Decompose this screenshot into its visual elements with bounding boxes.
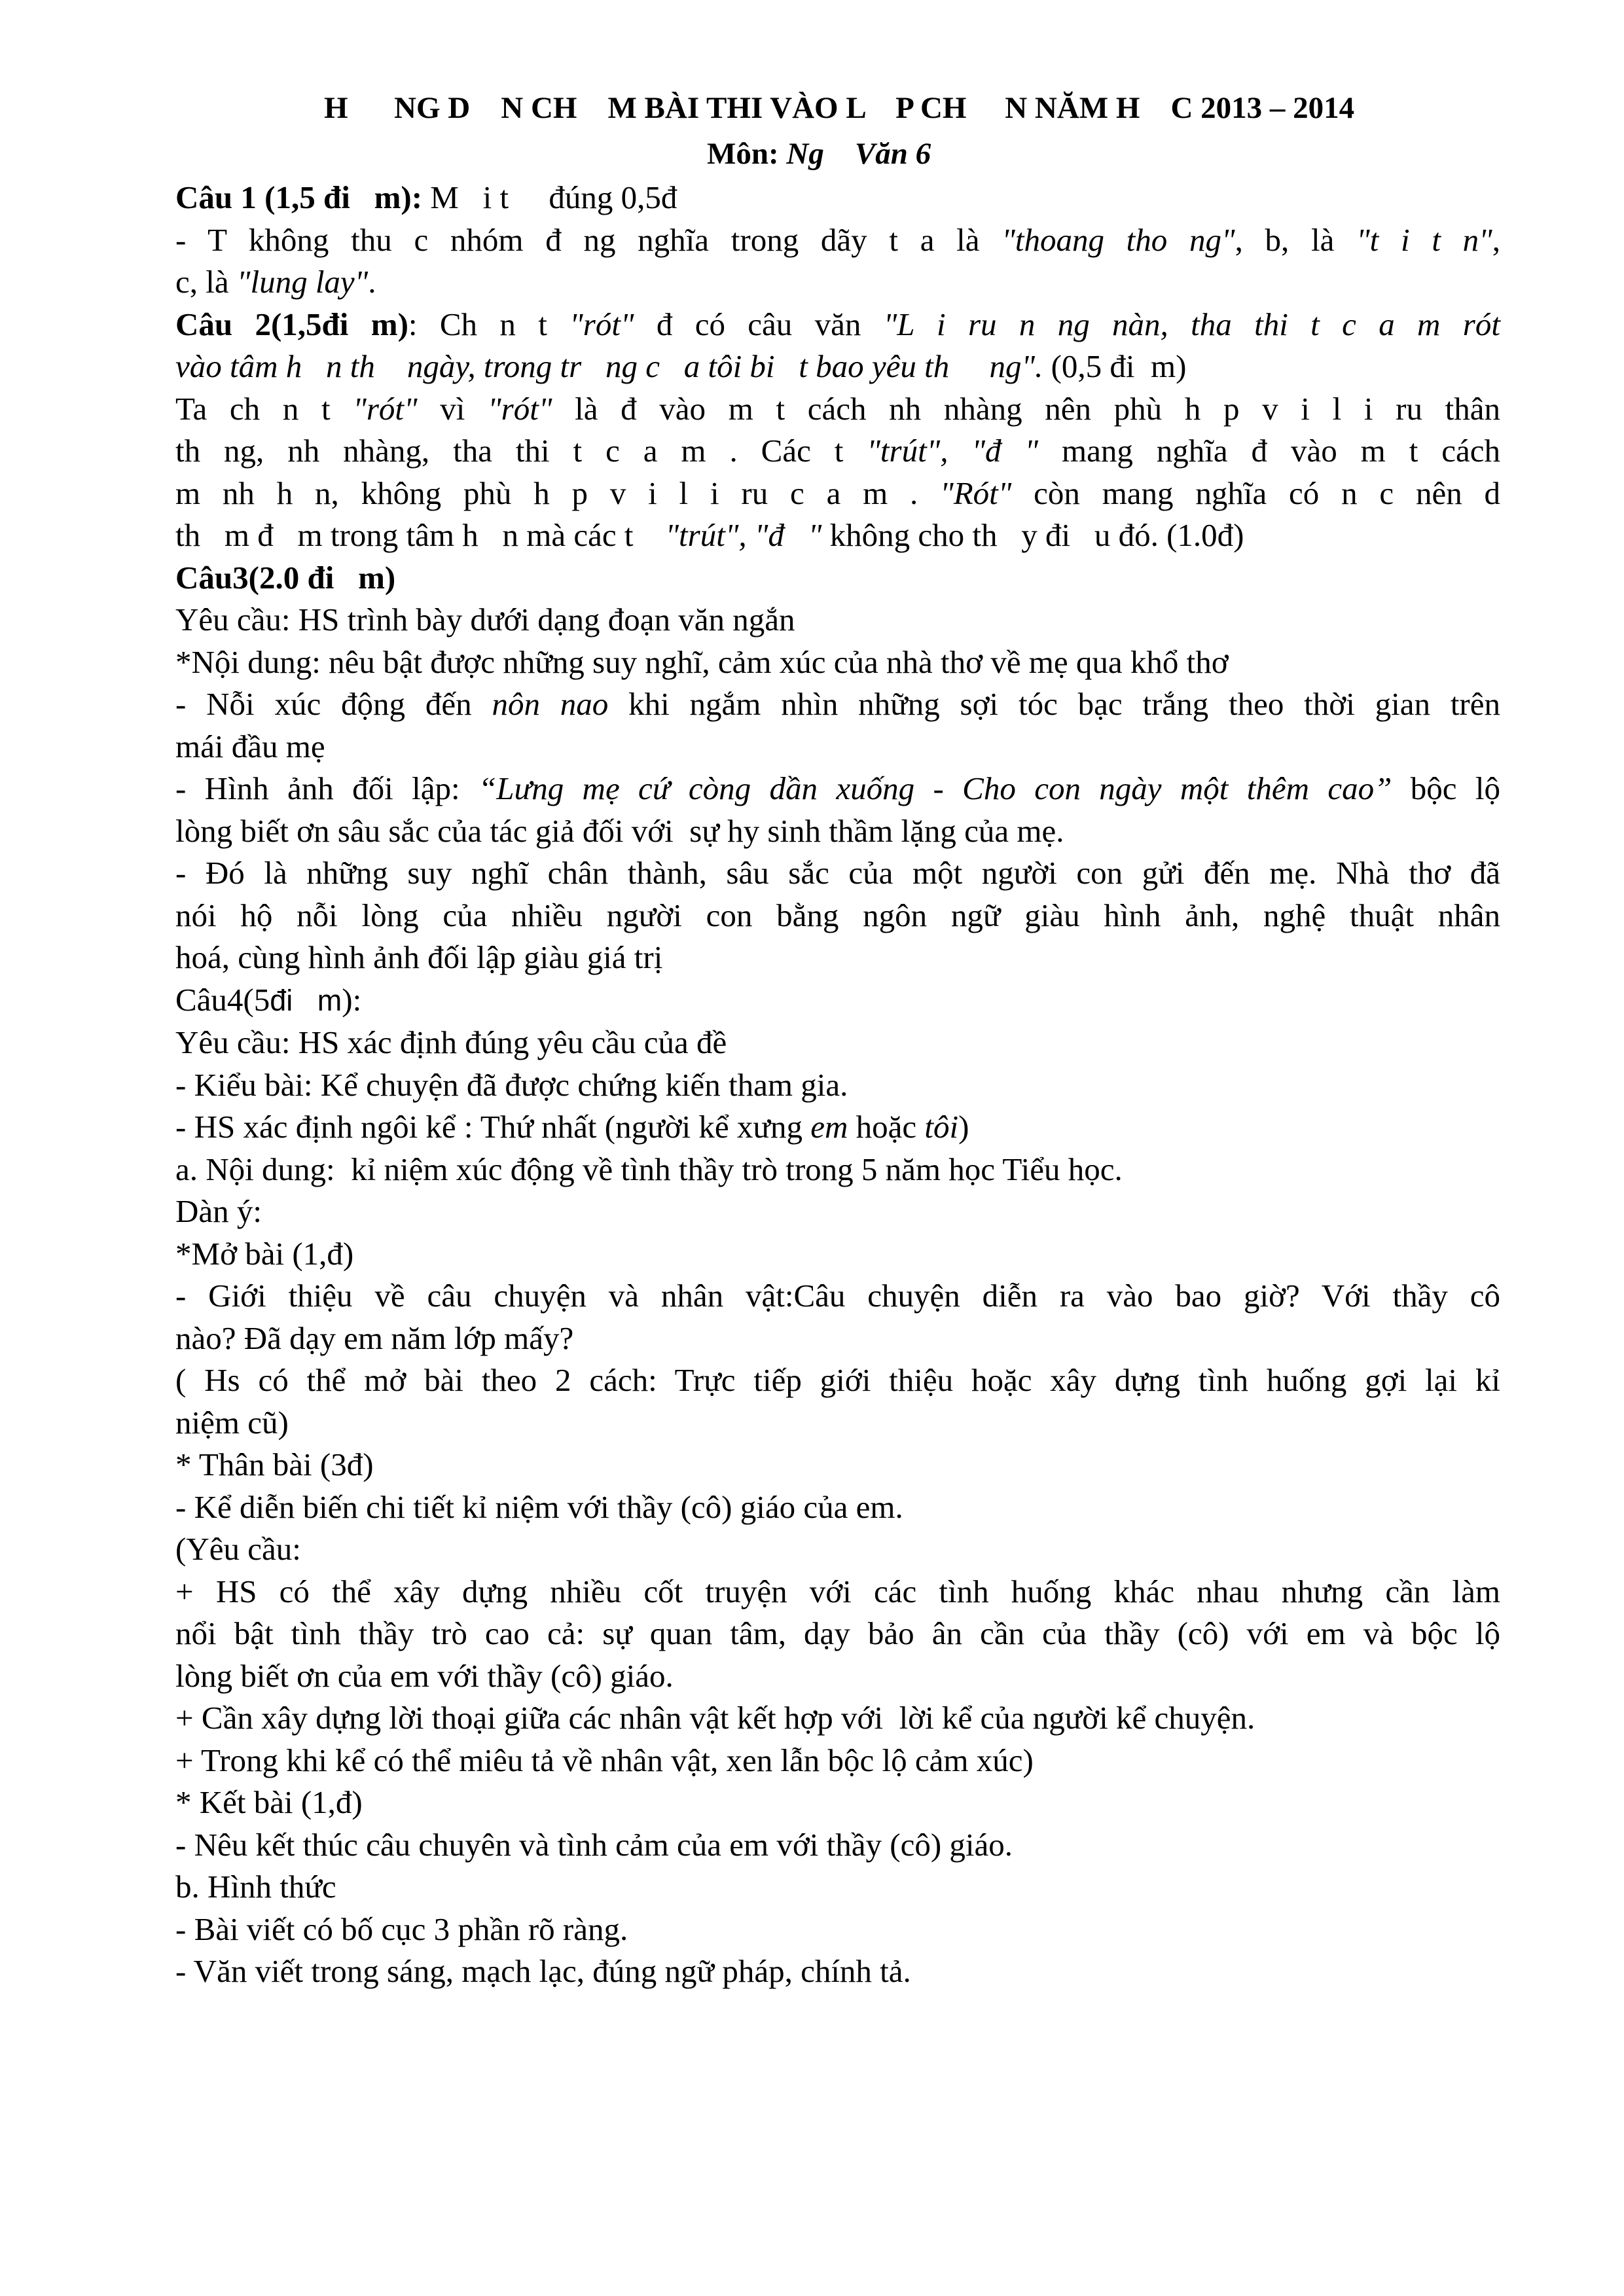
q2-line-5	[175, 473, 1500, 515]
q4-heading-text: Câu4(5	[175, 981, 270, 1018]
q4-line: b. Hình thức	[175, 1869, 336, 1905]
q1-text: - T không thu c nhóm đ ng nghĩa trong dãy t a là	[175, 221, 1002, 258]
q2-quote: "trút", "đ "	[665, 517, 822, 553]
q1-text: c, là	[175, 264, 237, 300]
q4-line: + Trong khi kể có thể miêu tả về nhân vật, xen lẫn bộc lộ cảm xúc)	[175, 1742, 1034, 1778]
q2-text: không cho th y đi u đó. (1.0đ)	[821, 517, 1244, 553]
q2-text: đ có câu văn	[634, 306, 884, 342]
q3-line: hoá, cùng hình ảnh đối lập giàu giá trị	[175, 939, 663, 975]
q2-quote: "trút", "đ "	[867, 433, 1039, 469]
q2-text: m nh h n, không phù h p v i l i ru c a m .	[175, 475, 941, 511]
q2-line-4	[175, 430, 1500, 473]
q4-line: + HS có thể xây dựng nhiều cốt truyện với các tình huống khác nhau nhưng cần làm	[175, 1573, 1500, 1609]
q2-text: vì	[417, 390, 488, 427]
q4-emphasis: tôi	[924, 1109, 959, 1145]
q2-quote: "Rót"	[940, 475, 1012, 511]
q3-line	[175, 683, 1500, 726]
q3-text: bộc lộ	[1392, 770, 1500, 806]
q3-line: Yêu cầu: HS trình bày dưới dạng đoạn văn ngắn	[175, 601, 795, 637]
q2-quote: "rót"	[353, 390, 418, 427]
q4-line: Yêu cầu: HS xác định đúng yêu cầu của đề	[175, 1024, 727, 1060]
q4-line: ( Hs có thể mở bài theo 2 cách: Trực tiếp giới thiệu hoặc xây dựng tình huống gợi lại kỉ	[175, 1362, 1500, 1398]
q4-line: Dàn ý:	[175, 1193, 262, 1229]
q3-heading: Câu3(2.0 đi m)	[175, 559, 396, 596]
q4-line: - Kiểu bài: Kể chuyện đã được chứng kiến tham gia.	[175, 1066, 848, 1103]
q4-heading-text: đi m	[270, 983, 342, 1017]
q2-line-3	[175, 388, 1500, 431]
q2-text: còn mang nghĩa có n c nên d	[1011, 475, 1501, 511]
q2-text: mang nghĩa đ vào m t cách	[1038, 433, 1500, 469]
q1-intro: M i t đúng 0,5đ	[422, 179, 677, 215]
q2-text: là đ vào m t cách nh nhàng nên phù h p v i l i ru thân	[552, 390, 1500, 427]
q2-text: th ng, nh nhàng, tha thi t c a m . Các t	[175, 433, 867, 469]
q4-line: lòng biết ơn của em với thầy (cô) giáo.	[175, 1657, 674, 1694]
q3-line: - Đó là những suy nghĩ chân thành, sâu sắc của một người con gửi đến mẹ. Nhà thơ đã	[175, 855, 1500, 891]
q1-text: .	[368, 264, 376, 300]
q2-line-6	[175, 514, 1500, 557]
q4-line: - Kể diễn biến chi tiết kỉ niệm với thầy (cô) giáo của em.	[175, 1488, 903, 1525]
q4-heading	[175, 979, 1500, 1022]
q3-text: - Hình ảnh đối lập:	[175, 770, 478, 806]
q2-text: th m đ m trong tâm h n mà các t	[175, 517, 666, 553]
q2-line-1	[175, 304, 1500, 346]
q4-line: niệm cũ)	[175, 1404, 289, 1441]
q1-text: ,	[1492, 221, 1500, 258]
q3-quote: “Lưng mẹ cứ còng dần xuống - Cho con ngày một thêm cao”	[478, 770, 1392, 806]
q4-line: nào? Đã dạy em năm lớp mấy?	[175, 1319, 574, 1356]
document-title: H NG D N CH M BÀI THI VÀO L P CH N NĂM H C 2013 – 2014	[324, 91, 1355, 125]
q2-text: Ta ch n t	[175, 390, 353, 427]
q1-heading-line	[175, 177, 1500, 219]
q4-line: nổi bật tình thầy trò cao cả: sự quan tâm, dạy bảo ân cần của thầy (cô) với em và bộc lộ	[175, 1615, 1500, 1651]
q3-line: lòng biết ơn sâu sắc của tác giả đối với sự hy sinh thầm lặng của mẹ.	[175, 812, 1064, 849]
q2-score: (0,5 đi m)	[1043, 348, 1187, 384]
q4-heading-text: ):	[342, 981, 362, 1018]
q1-line-1	[175, 219, 1500, 262]
q4-line: + Cần xây dựng lời thoại giữa các nhân vật kết hợp với lời kể của người kể chuyện.	[175, 1700, 1255, 1736]
q1-answer-b: "t i t n"	[1356, 221, 1492, 258]
q1-answer-c: "lung lay"	[236, 264, 369, 300]
q4-line: a. Nội dung: kỉ niệm xúc động về tình thầy trò trong 5 năm học Tiểu học.	[175, 1151, 1123, 1187]
q1-heading: Câu 1 (1,5 đi m):	[175, 179, 423, 215]
q4-line: - Bài viết có bố cục 3 phần rõ ràng.	[175, 1910, 628, 1947]
q4-line: - Văn viết trong sáng, mạch lạc, đúng ngữ pháp, chính tả.	[175, 1953, 911, 1989]
q3-line: mái đầu mẹ	[175, 728, 325, 764]
q1-text: , b, là	[1235, 221, 1357, 258]
q2-heading: Câu 2(1,5đi m)	[175, 306, 408, 342]
subject-line	[707, 139, 931, 170]
subject-prefix: Môn:	[707, 137, 787, 171]
q4-line: * Thân bài (3đ)	[175, 1446, 374, 1482]
q4-line: - Giới thiệu về câu chuyện và nhân vật:Câu chuyện diễn ra vào bao giờ? Với thầy cô	[175, 1278, 1500, 1314]
q2-quote: vào tâm h n th ngày, trong tr ng c a tôi bi t bao yêu th ng".	[175, 348, 1043, 384]
subject-name: Ng Văn 6	[786, 137, 931, 171]
q1-line-2	[175, 261, 1500, 304]
q3-line: *Nội dung: nêu bật được những suy nghĩ, cảm xúc của nhà thơ về mẹ qua khổ thơ	[175, 643, 1229, 680]
q4-line: - Nêu kết thúc câu chuyên và tình cảm của em với thầy (cô) giáo.	[175, 1826, 1013, 1863]
q3-emphasis: nôn nao	[492, 686, 609, 722]
q4-line: * Kết bài (1,đ)	[175, 1784, 363, 1820]
q4-text: )	[958, 1109, 969, 1145]
q2-quote: "rót"	[488, 390, 552, 427]
q3-text: - Nỗi xúc động đến	[175, 686, 492, 722]
q4-line: *Mở bài (1,đ)	[175, 1235, 354, 1272]
q2-quote: "rót"	[569, 306, 634, 342]
q4-text: hoặc	[848, 1109, 925, 1145]
q4-emphasis: em	[810, 1109, 848, 1145]
q2-quote: "L i ru n ng nàn, tha thi t c a m rót	[883, 306, 1500, 342]
q2-line-2	[175, 346, 1500, 388]
q3-line: nói hộ nỗi lòng của nhiều người con bằng ngôn ngữ giàu hình ảnh, nghệ thuật nhân	[175, 897, 1500, 933]
q2-text: : Ch n t	[408, 306, 570, 342]
q4-line	[175, 1106, 1500, 1149]
q3-line	[175, 768, 1500, 810]
q1-answer-a: "thoang tho ng"	[1001, 221, 1235, 258]
document-body	[175, 177, 1500, 1993]
q4-line: (Yêu cầu:	[175, 1531, 301, 1567]
q4-text: - HS xác định ngôi kể : Thứ nhất (người kể xưng	[175, 1109, 811, 1145]
q3-text: khi ngắm nhìn những sợi tóc bạc trắng theo thời gian trên	[608, 686, 1501, 722]
